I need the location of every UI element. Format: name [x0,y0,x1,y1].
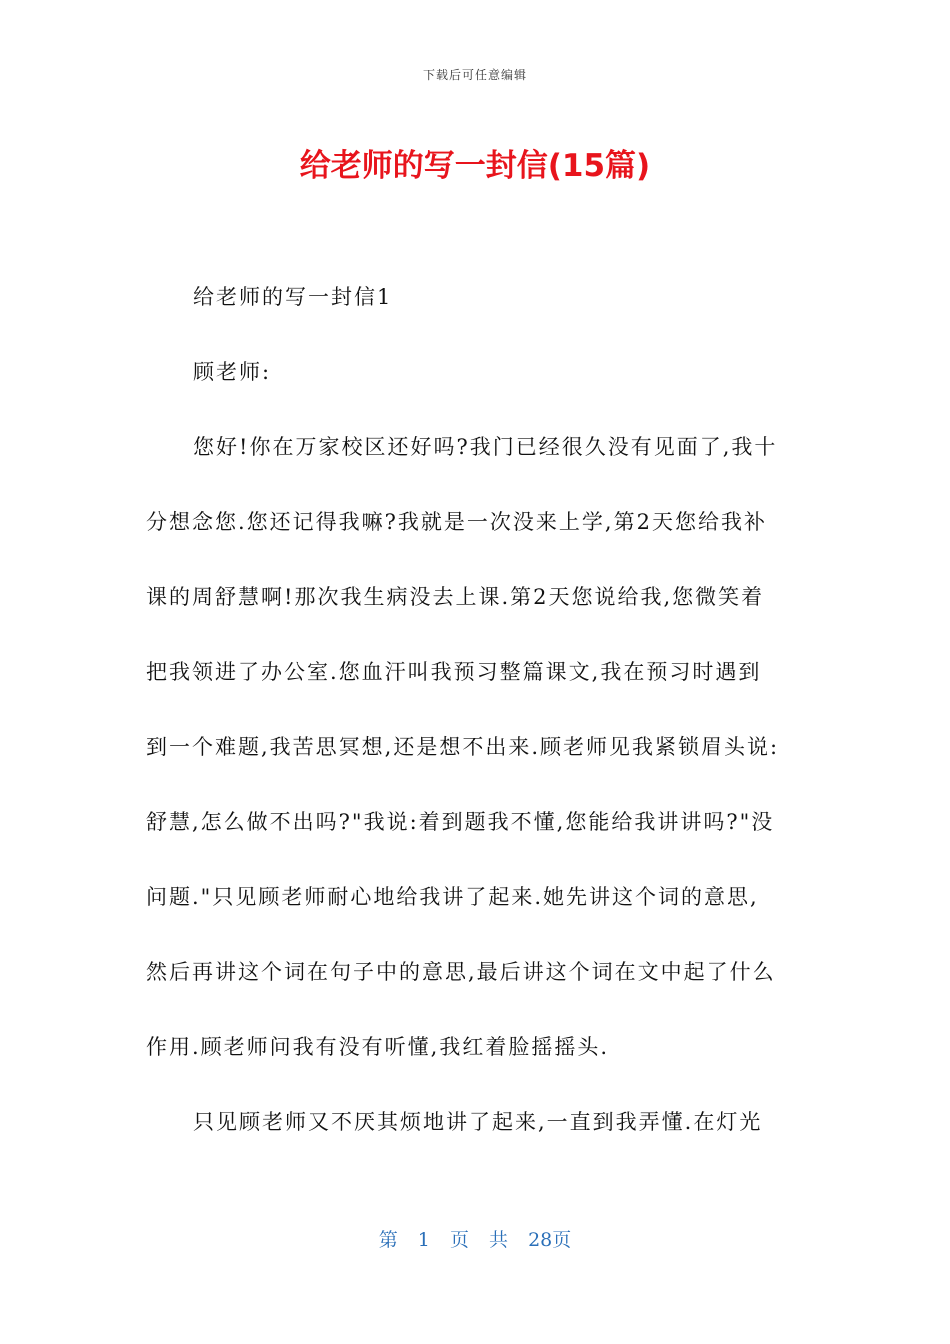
header-note: 下载后可任意编辑 [422,68,527,82]
text-line: 作用.顾老师问我有没有听懂,我红着脸摇摇头. [146,1035,610,1059]
letter-body [146,260,816,1160]
footer-prefix: 第 [378,1229,398,1251]
footer-total-pages: 28页 [528,1229,572,1251]
text-line: 到一个难题,我苦思冥想,还是想不出来.顾老师见我紧锁眉头说: [146,735,780,759]
text-line: 给老师的写一封信1 [193,285,393,309]
text-line: 只见顾老师又不厌其烦地讲了起来,一直到我弄懂.在灯光 [193,1110,763,1134]
text-line: 舒慧,怎么做不出吗?"我说:着到题我不懂,您能给我讲讲吗?"没 [146,810,775,834]
footer-total-word: 共 [489,1229,509,1251]
document-title: 给老师的写一封信(15篇) [299,148,651,184]
text-line: 顾老师: [193,360,272,384]
text-line: 问题."只见顾老师耐心地给我讲了起来.她先讲这个词的意思, [146,885,759,909]
text-line: 然后再讲这个词在句子中的意思,最后讲这个词在文中起了什么 [146,960,776,984]
text-line: 您好!你在万家校区还好吗?我门已经很久没有见面了,我十 [193,435,778,459]
footer-current-page: 1 [417,1229,430,1251]
page-footer [0,1225,950,1252]
text-line: 课的周舒慧啊!那次我生病没去上课.第2天您说给我,您微笑着 [146,585,765,609]
text-line: 分想念您.您还记得我嘛?我就是一次没来上学,第2天您给我补 [146,510,767,534]
text-line: 把我领进了办公室.您血汗叫我预习整篇课文,我在预习时遇到 [146,660,762,684]
footer-page-word: 页 [449,1229,469,1251]
